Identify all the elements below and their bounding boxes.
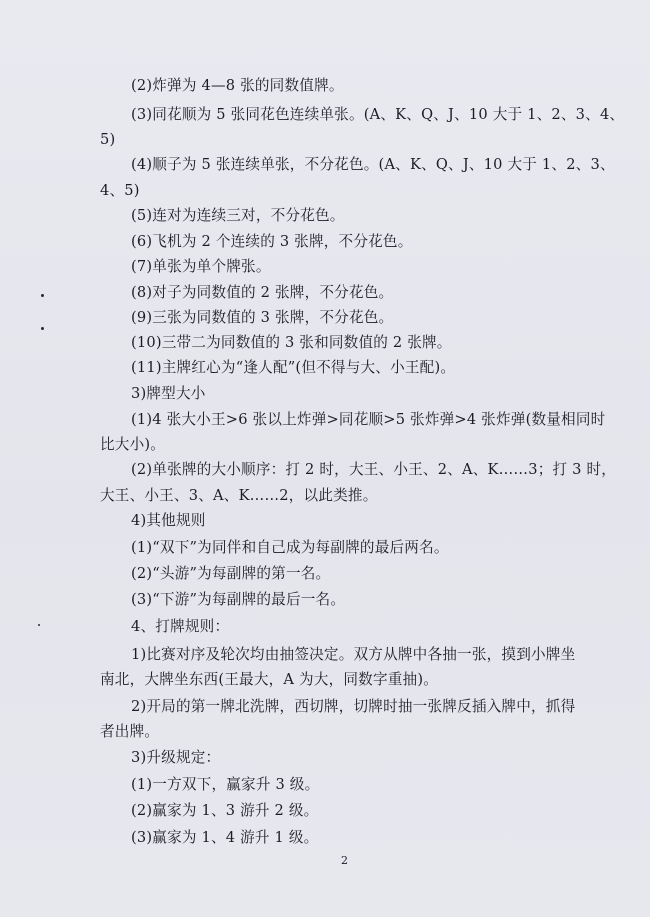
text-line: 5) [100, 131, 116, 148]
text-line: 4、5) [100, 182, 140, 199]
text-line: 比大小)。 [100, 436, 166, 453]
text-line: 大王、小王、3、A、K……2，以此类推。 [100, 487, 378, 504]
text-line: 1)比赛对序及轮次均由抽签决定。双方从牌中各抽一张，摸到小牌坐 [131, 646, 576, 663]
text-line: (10)三带二为同数值的 3 张和同数值的 2 张牌。 [131, 334, 452, 351]
text-line: 2)开局的第一牌北洗牌，西切牌，切牌时抽一张牌反插入牌中，抓得 [131, 698, 576, 715]
section-heading: 3)牌型大小 [131, 385, 206, 402]
text-line: (2)炸弹为 4—8 张的同数值牌。 [131, 77, 344, 94]
text-line: (2)单张牌的大小顺序：打 2 时，大王、小王、2、A、K……3；打 3 时， [131, 461, 617, 478]
section-heading: 4)其他规则 [131, 512, 206, 529]
text-line: (9)三张为同数值的 3 张牌，不分花色。 [131, 309, 394, 326]
text-line: 者出牌。 [100, 723, 160, 740]
text-line: (3)“下游”为每副牌的最后一名。 [131, 591, 346, 608]
text-line: (2)赢家为 1、3 游升 2 级。 [131, 802, 319, 819]
text-line: (2)“头游”为每副牌的第一名。 [131, 565, 331, 582]
section-heading: 4、打牌规则： [131, 618, 230, 635]
text-line: (3)同花顺为 5 张同花色连续单张。(A、K、Q、J、10 大于 1、2、3、4、 [131, 106, 625, 123]
text-line: (11)主牌红心为“逢人配”(但不得与大、小王配)。 [131, 359, 456, 376]
scan-speck [41, 294, 44, 297]
text-line: (4)顺子为 5 张连续单张，不分花色。(A、K、Q、J、10 大于 1、2、3、 [131, 156, 615, 173]
text-line: (1)“双下”为同伴和自己成为每副牌的最后两名。 [131, 539, 449, 556]
text-line: (1)4 张大小王>6 张以上炸弹>同花顺>5 张炸弹>4 张炸弹(数量相同时 [131, 411, 606, 428]
text-line: (3)赢家为 1、4 游升 1 级。 [131, 829, 319, 846]
text-line: (6)飞机为 2 个连续的 3 张牌，不分花色。 [131, 233, 413, 250]
scan-speck [41, 327, 44, 330]
section-heading: 3)升级规定： [131, 749, 221, 766]
text-line: (8)对子为同数值的 2 张牌，不分花色。 [131, 284, 394, 301]
text-line: (5)连对为连续三对，不分花色。 [131, 207, 345, 224]
page-number: 2 [341, 854, 348, 867]
text-line: (7)单张为单个牌张。 [131, 258, 271, 275]
scan-speck [38, 624, 40, 626]
text-line: 南北，大牌坐东西(王最大，A 为大，同数字重抽)。 [100, 671, 439, 688]
text-line: (1)一方双下，赢家升 3 级。 [131, 776, 320, 793]
